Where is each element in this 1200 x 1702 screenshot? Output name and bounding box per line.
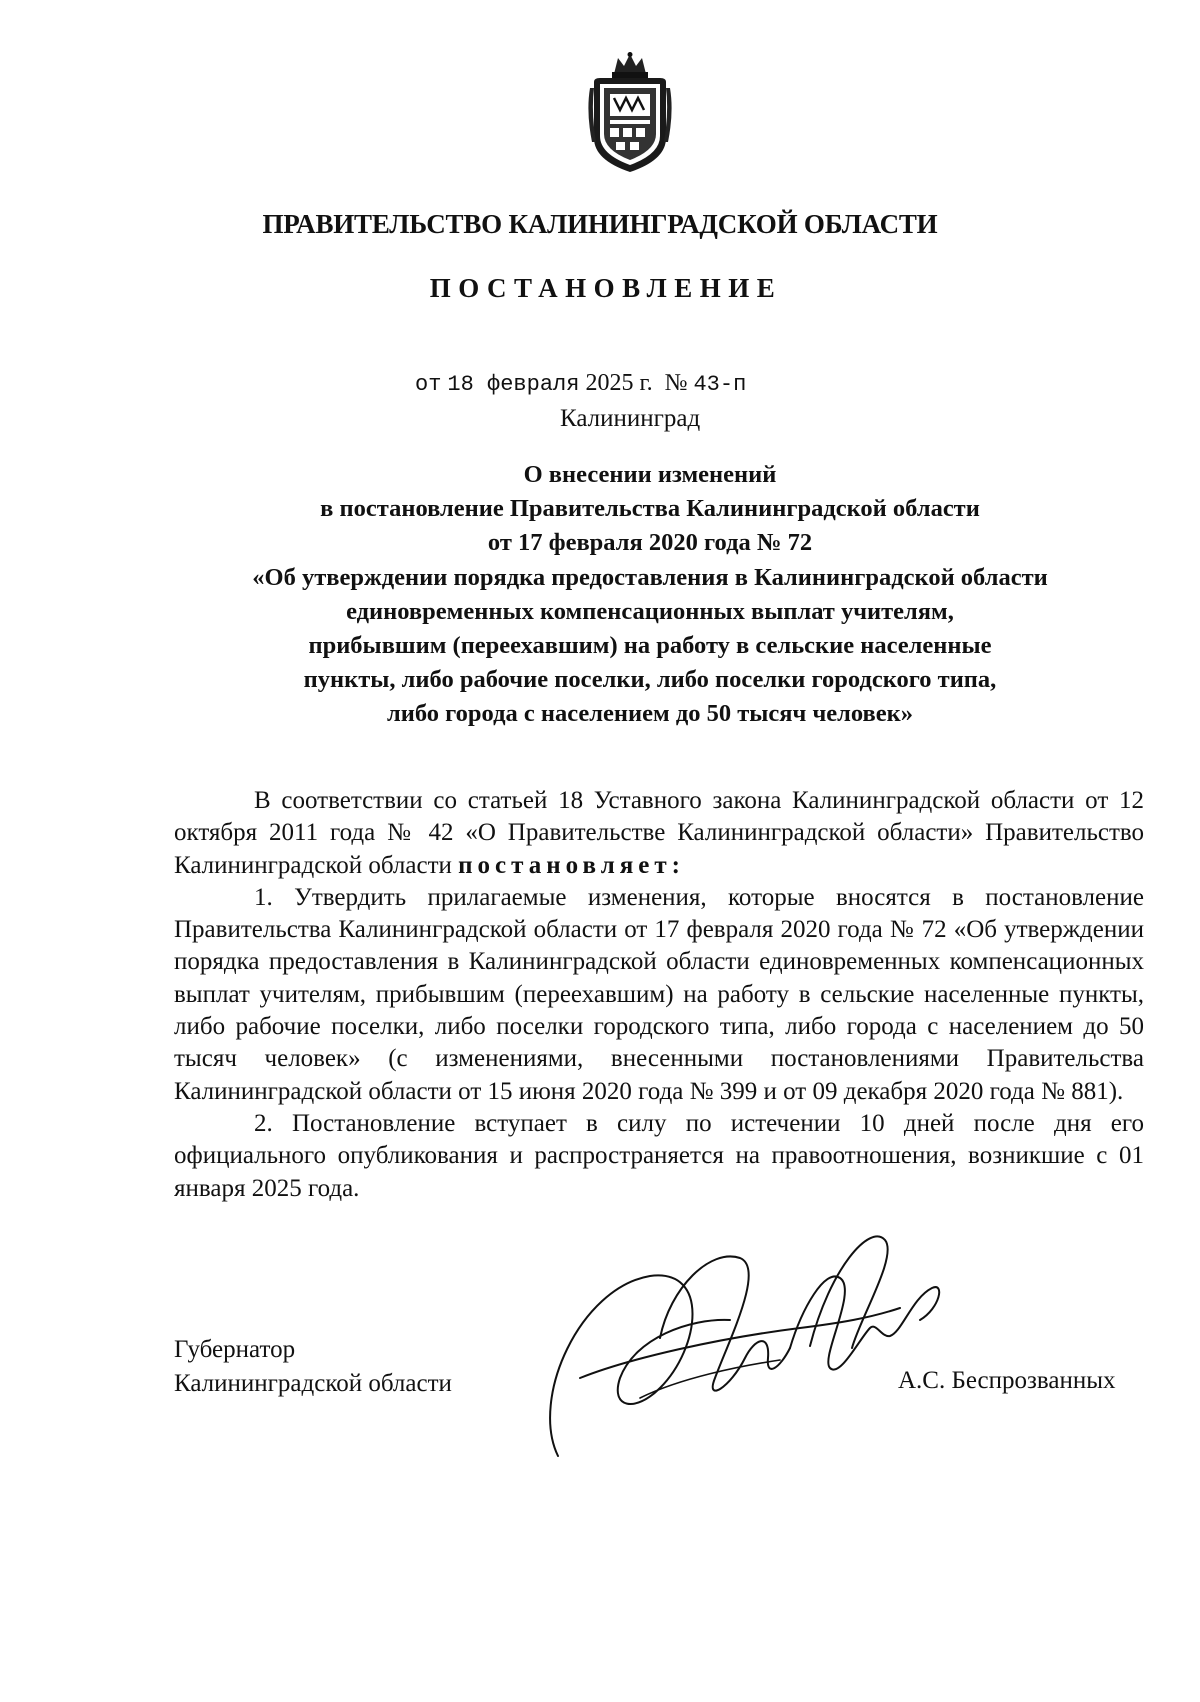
date-day-month: 18 февраля <box>447 372 580 397</box>
subject-line: О внесении изменений <box>523 461 777 488</box>
document-body <box>174 785 1144 1205</box>
subject-line: «Об утверждении порядка предоставления в Калининградской области <box>252 563 1048 591</box>
item-1-paragraph: 1. Утвердить прилагаемые изменения, которые вносятся в постановление Правительства Калининградской области от 17 февраля 2020 года № 72 «Об утверждении порядка предоставления в Калининградской области единовременных компенсационных выплат учителям, прибывшим (переехавшим) на работу в сельские населенные пункты, либо рабочие поселки, либо поселки городского типа, либо города с населением до 50 тысяч человек» (с изменениями, внесенными постановлениями Правительства Калининградской области от 15 июня 2020 года № 399 и от 09 декабря 2020 года № 881). <box>174 883 1144 1105</box>
organization-title: ПРАВИТЕЛЬСТВО КАЛИНИНГРАДСКОЙ ОБЛАСТИ <box>262 209 938 239</box>
subject-line: либо города с населением до 50 тысяч человек» <box>387 700 913 728</box>
subject-line: в постановление Правительства Калининградской области <box>320 495 980 523</box>
position-line: Губернатор <box>174 1336 296 1363</box>
preamble-paragraph <box>174 785 1144 882</box>
coat-of-arms-emblem <box>584 52 676 176</box>
document-type: ПОСТАНОВЛЕНИЕ <box>429 273 783 303</box>
preamble-text: В соответствии со статьей 18 Уставного закона Калининградской области от 12 октября 2011 года № 42 «О Правительстве Калининградской области» Правительство Калининградской области <box>174 787 1144 879</box>
document-number: 43-п <box>693 372 747 397</box>
subject-line: прибывшим (переехавшим) на работу в сельские населенные <box>308 632 992 660</box>
subject-line: единовременных компенсационных выплат учителям, <box>346 597 954 625</box>
date-prefix: от <box>415 372 442 397</box>
item-2-paragraph: 2. Постановление вступает в силу по истечении 10 дней после дня его официального опубликования и распространяется на правоотношения, возникшие с 01 января 2025 года. <box>174 1109 1144 1202</box>
number-sign: № <box>664 370 688 396</box>
signatory-position <box>174 1333 452 1401</box>
document-subject <box>170 458 1130 732</box>
date-year: 2025 <box>585 370 634 396</box>
subject-line: пункты, либо рабочие поселки, либо поселки городского типа, <box>303 666 997 694</box>
preamble-action: постановляет: <box>458 851 685 879</box>
position-line: Калининградской области <box>174 1370 452 1397</box>
subject-line: от 17 февраля 2020 года № 72 <box>487 529 813 557</box>
signatory-name: А.С. Беспрозванных <box>898 1367 1116 1394</box>
date-year-suffix: г. <box>639 370 653 396</box>
handwritten-signature <box>540 1228 960 1464</box>
document-date-number <box>415 370 746 397</box>
city: Калининград <box>560 405 701 432</box>
